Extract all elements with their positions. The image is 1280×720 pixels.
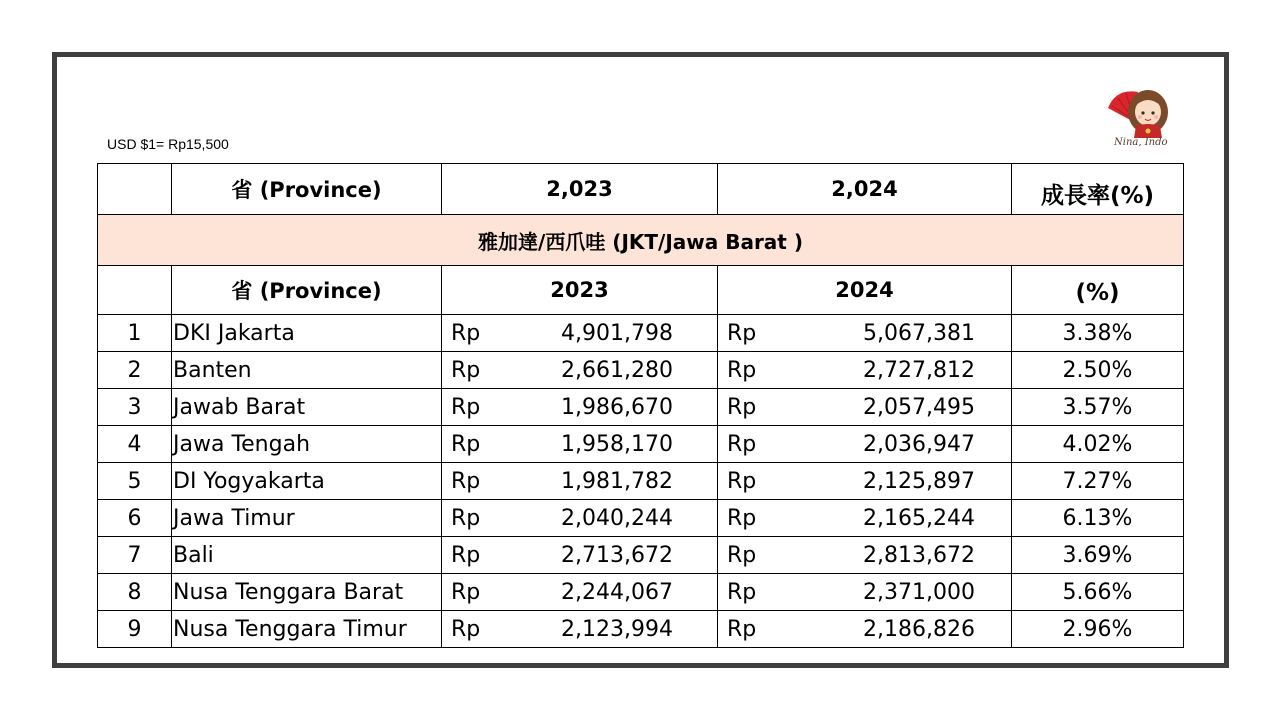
province-name: DI Yogyakarta	[172, 463, 442, 500]
minimum-wage-table	[97, 163, 1184, 648]
currency-label: Rp	[451, 617, 481, 642]
wage-2024-cell	[718, 352, 1012, 389]
province-name: Nusa Tenggara Barat	[172, 574, 442, 611]
table-row	[98, 500, 1184, 537]
currency-label: Rp	[727, 543, 757, 568]
wage-2024-cell	[718, 426, 1012, 463]
wage-2024-value: 2,057,495	[863, 395, 975, 420]
wage-2023-cell	[442, 352, 718, 389]
table-row	[98, 463, 1184, 500]
currency-label: Rp	[727, 321, 757, 346]
logo-caption: Nina, Indo	[1114, 137, 1168, 148]
growth-rate: 3.57%	[1012, 389, 1184, 426]
currency-label: Rp	[451, 321, 481, 346]
wage-2024-cell	[718, 611, 1012, 648]
wage-2023-value: 2,661,280	[561, 358, 673, 383]
subheader-province: 省 (Province)	[172, 266, 442, 315]
wage-2024-value: 2,813,672	[863, 543, 975, 568]
subheader-growth: (%)	[1012, 266, 1184, 315]
currency-label: Rp	[451, 580, 481, 605]
wage-2024-value: 2,371,000	[863, 580, 975, 605]
province-name: Banten	[172, 352, 442, 389]
table-row	[98, 426, 1184, 463]
growth-rate: 3.38%	[1012, 315, 1184, 352]
wage-2024-value: 5,067,381	[863, 321, 975, 346]
growth-rate: 2.96%	[1012, 611, 1184, 648]
currency-label: Rp	[451, 395, 481, 420]
row-number: 6	[98, 500, 172, 537]
wage-2024-value: 2,036,947	[863, 432, 975, 457]
growth-rate: 6.13%	[1012, 500, 1184, 537]
wage-2023-cell	[442, 426, 718, 463]
province-name: Jawa Tengah	[172, 426, 442, 463]
wage-2024-value: 2,165,244	[863, 506, 975, 531]
section-title: 雅加達/西爪哇 (JKT/Jawa Barat )	[98, 215, 1184, 266]
subheader-year-2023: 2023	[442, 266, 718, 315]
row-number: 5	[98, 463, 172, 500]
wage-2023-value: 4,901,798	[561, 321, 673, 346]
row-number: 4	[98, 426, 172, 463]
row-number: 9	[98, 611, 172, 648]
subheader-row	[98, 266, 1184, 315]
wage-2023-cell	[442, 389, 718, 426]
wage-2023-cell	[442, 537, 718, 574]
province-name: Jawa Timur	[172, 500, 442, 537]
wage-2024-cell	[718, 463, 1012, 500]
growth-rate: 4.02%	[1012, 426, 1184, 463]
wage-2023-cell	[442, 574, 718, 611]
table-row	[98, 611, 1184, 648]
row-number: 7	[98, 537, 172, 574]
province-name: Nusa Tenggara Timur	[172, 611, 442, 648]
currency-label: Rp	[451, 469, 481, 494]
wage-2023-value: 2,123,994	[561, 617, 673, 642]
province-name: DKI Jakarta	[172, 315, 442, 352]
row-number: 3	[98, 389, 172, 426]
subheader-number-cell	[98, 266, 172, 315]
wage-2023-cell	[442, 463, 718, 500]
header-year-2023: 2,023	[442, 164, 718, 215]
header-province: 省 (Province)	[172, 164, 442, 215]
currency-label: Rp	[451, 432, 481, 457]
wage-2023-value: 2,713,672	[561, 543, 673, 568]
wage-2024-cell	[718, 315, 1012, 352]
row-number: 2	[98, 352, 172, 389]
header-year-2024: 2,024	[718, 164, 1012, 215]
table-row	[98, 574, 1184, 611]
wage-2023-value: 2,040,244	[561, 506, 673, 531]
currency-label: Rp	[451, 543, 481, 568]
wage-2023-value: 1,986,670	[561, 395, 673, 420]
table-row	[98, 315, 1184, 352]
wage-2023-cell	[442, 315, 718, 352]
table-row	[98, 389, 1184, 426]
wage-2024-cell	[718, 574, 1012, 611]
header-growth: 成長率(%)	[1012, 164, 1184, 215]
table-row	[98, 537, 1184, 574]
currency-label: Rp	[727, 358, 757, 383]
row-number: 8	[98, 574, 172, 611]
wage-2023-cell	[442, 500, 718, 537]
exchange-rate-note: USD $1= Rp15,500	[107, 136, 229, 152]
growth-rate: 2.50%	[1012, 352, 1184, 389]
growth-rate: 7.27%	[1012, 463, 1184, 500]
wage-2024-cell	[718, 500, 1012, 537]
currency-label: Rp	[727, 617, 757, 642]
wage-2024-value: 2,727,812	[863, 358, 975, 383]
growth-rate: 5.66%	[1012, 574, 1184, 611]
province-name: Bali	[172, 537, 442, 574]
subheader-year-2024: 2024	[718, 266, 1012, 315]
wage-2024-cell	[718, 537, 1012, 574]
wage-2024-value: 2,186,826	[863, 617, 975, 642]
wage-2023-value: 1,958,170	[561, 432, 673, 457]
currency-label: Rp	[727, 469, 757, 494]
currency-label: Rp	[451, 506, 481, 531]
wage-2024-cell	[718, 389, 1012, 426]
currency-label: Rp	[727, 580, 757, 605]
row-number: 1	[98, 315, 172, 352]
currency-label: Rp	[451, 358, 481, 383]
province-name: Jawab Barat	[172, 389, 442, 426]
wage-2023-cell	[442, 611, 718, 648]
table-row	[98, 352, 1184, 389]
section-band-row	[98, 215, 1184, 266]
currency-label: Rp	[727, 506, 757, 531]
currency-label: Rp	[727, 395, 757, 420]
growth-rate: 3.69%	[1012, 537, 1184, 574]
currency-label: Rp	[727, 432, 757, 457]
header-row	[98, 164, 1184, 215]
wage-2023-value: 1,981,782	[561, 469, 673, 494]
header-number-cell	[98, 164, 172, 215]
wage-2023-value: 2,244,067	[561, 580, 673, 605]
wage-2024-value: 2,125,897	[863, 469, 975, 494]
